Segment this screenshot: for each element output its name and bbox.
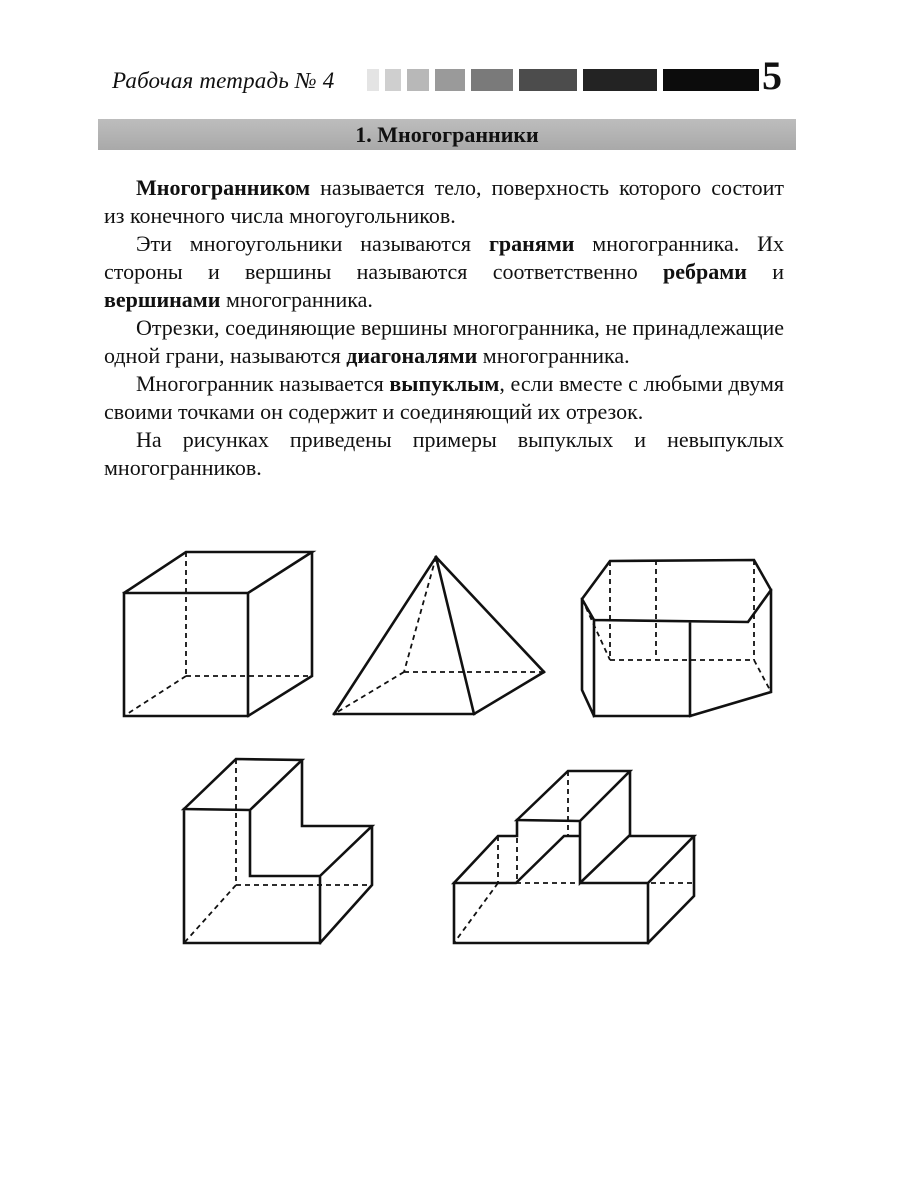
text-run: многогранника. (220, 287, 373, 312)
pyramid-visible-edges (334, 557, 544, 714)
text-run: Отрезки, соединяющие вершины многогранника, не принадлежащие одной грани, называются (104, 315, 784, 368)
t-solid-visible-edges (454, 771, 694, 943)
bar-segment (407, 69, 429, 91)
text-run: называется тело, поверхность которого состоит из конечного числа многоугольников. (104, 175, 784, 228)
text-run: На рисунках приведены примеры выпуклых и невыпуклых многогранников. (104, 427, 784, 480)
l-solid-visible-edges (184, 759, 372, 943)
bold-term: вершинами (104, 287, 221, 312)
bar-segment (663, 69, 759, 91)
pyramid-hidden-edges (334, 557, 544, 714)
bar-segment (367, 69, 379, 91)
hexagonal-prism-figure (582, 560, 771, 716)
prism-hidden-edges (582, 560, 771, 692)
l-shaped-figure (184, 759, 372, 943)
t-shaped-figure (454, 771, 694, 943)
gradient-bar (367, 69, 759, 91)
paragraph (104, 370, 784, 426)
text-run: , если вместе с любыми двумя своими точками он содержит и соединяющий их отрезок. (104, 371, 784, 424)
bold-term: выпуклым (389, 371, 500, 396)
bar-segment (435, 69, 465, 91)
prism-visible-edges (582, 560, 771, 716)
paragraph (104, 230, 784, 314)
bold-term: Многогранником (136, 175, 311, 200)
page-number: 5 (762, 53, 782, 98)
paragraph (104, 314, 784, 370)
text-run: многогранника. (477, 343, 630, 368)
bar-segment (471, 69, 513, 91)
text-run: многогранника. Их стороны и вершины называются соответственно (104, 231, 784, 284)
cube-hidden-edges (124, 552, 312, 716)
pyramid-figure (334, 557, 544, 714)
text-run: Эти многоугольники называются (136, 231, 489, 256)
workbook-title: Рабочая тетрадь № 4 (112, 68, 335, 93)
t-solid-hidden-edges (454, 771, 694, 943)
bold-term: гранями (488, 231, 575, 256)
body-text (104, 174, 784, 482)
text-run: и (746, 259, 784, 284)
bar-segment (519, 69, 577, 91)
bar-segment (385, 69, 401, 91)
l-solid-hidden-edges (184, 759, 372, 943)
section-title: 1. Многогранники (355, 122, 539, 147)
bold-term: диагоналями (346, 343, 478, 368)
page-header (112, 53, 782, 102)
cube-figure (124, 552, 312, 716)
section-heading-band (98, 119, 796, 150)
text-run: Многогранник называется (136, 371, 390, 396)
bold-term: ребрами (663, 259, 747, 284)
paragraph (104, 426, 784, 482)
bar-segment (583, 69, 657, 91)
cube-visible-edges (124, 552, 312, 716)
paragraph (104, 174, 784, 230)
